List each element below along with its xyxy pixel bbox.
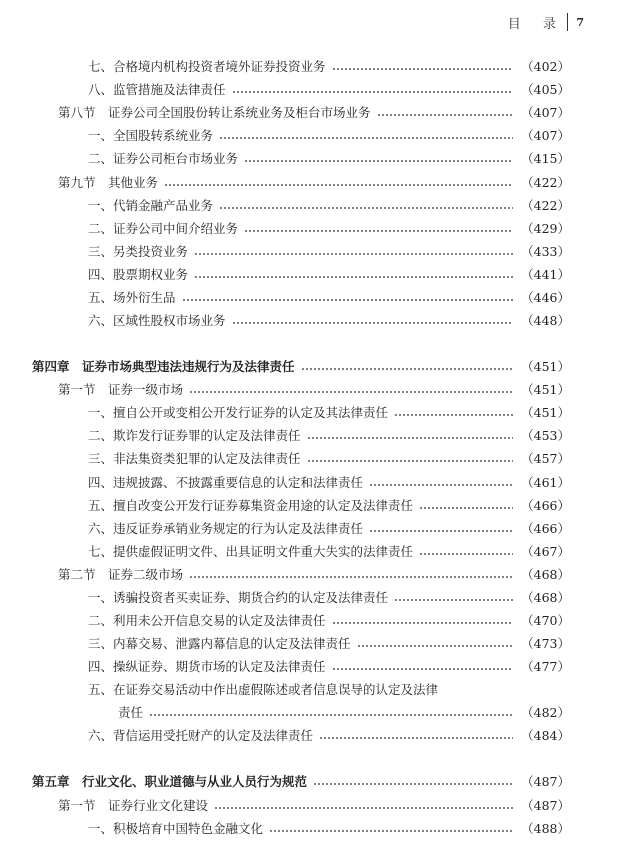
toc-entry-page: （467） [521,544,570,559]
toc-item-row[interactable] [88,518,570,538]
toc-item-row[interactable] [88,725,570,745]
header-page-number: 7 [576,15,584,29]
toc-item-row[interactable] [88,148,570,168]
dot-leader [332,668,514,670]
dot-leader [394,599,513,601]
toc-item-row[interactable] [88,656,570,676]
toc-entry-title: 五、在证券交易活动中作出虚假陈述或者信息误导的认定及法律 [88,682,439,697]
toc-entry-title: 责任 [118,705,144,720]
toc-item-row[interactable] [88,218,570,238]
toc-entry-page: （415） [521,151,570,166]
dot-leader [149,714,513,716]
toc-item-row[interactable] [88,56,570,76]
toc-entry-title: 第四章 证券市场典型违法违规行为及法律责任 [32,359,295,374]
dot-leader [194,253,513,255]
toc-entry-title: 八、监管措施及法律责任 [88,82,226,97]
toc-item-row[interactable] [88,195,570,215]
toc-item-row[interactable] [88,587,570,607]
dot-leader [307,460,514,462]
toc-item-row[interactable] [88,679,438,699]
toc-entry-title: 二、证券公司柜台市场业务 [88,151,239,166]
toc-entry-title: 三、另类投资业务 [88,244,189,259]
toc-entry-title: 六、违反证券承销业务规定的行为认定及法律责任 [88,521,364,536]
toc-entry-page: （470） [521,613,570,628]
dot-leader [269,830,513,832]
toc-item-row[interactable] [88,472,570,492]
toc-section-row[interactable] [58,379,570,399]
dot-leader [377,114,514,116]
toc-entry-title: 第二节 证券二级市场 [58,567,184,582]
header-title: 目 录 [507,16,565,32]
dot-leader [394,414,513,416]
toc-entry-page: （448） [521,313,570,328]
toc-entry-title: 一、全国股转系统业务 [88,128,214,143]
toc-entry-page: （488） [521,821,570,836]
toc-entry-title: 一、诱骗投资者买卖证券、期货合约的认定及法律责任 [88,590,389,605]
toc-entry-page: （482） [521,705,570,720]
dot-leader [214,807,513,809]
dot-leader [194,276,513,278]
toc-item-row[interactable] [88,310,570,330]
toc-entry-title: 三、非法集资类犯罪的认定及法律责任 [88,451,301,466]
toc-entry-page: （487） [521,798,570,813]
toc-entry-title: 三、内幕交易、泄露内幕信息的认定及法律责任 [88,636,351,651]
toc-section-row[interactable] [58,564,570,584]
toc-entry-page: （457） [521,451,570,466]
toc-item-row[interactable] [88,287,570,307]
dot-leader [219,207,513,209]
toc-entry-title: 四、股票期权业务 [88,267,189,282]
toc-item-row[interactable] [88,125,570,145]
toc-section-row[interactable] [58,102,570,122]
toc-entry-page: （433） [521,244,570,259]
toc-item-row[interactable] [88,264,570,284]
toc-entry-page: （484） [521,728,570,743]
toc-entry-page: （407） [521,128,570,143]
page-header [508,12,584,32]
toc-entry-page: （487） [521,774,570,789]
toc-entry-page: （451） [521,359,570,374]
toc-entry-page: （468） [521,590,570,605]
toc-entry-title: 四、操纵证券、期货市场的认定及法律责任 [88,659,326,674]
toc-entry-page: （446） [521,290,570,305]
toc-entry-page: （466） [521,498,570,513]
toc-entry-page: （451） [521,405,570,420]
toc-entry-page: （461） [521,475,570,490]
toc-entry-title: 第一节 证券一级市场 [58,382,184,397]
toc-chapter-row[interactable] [32,771,570,791]
dot-leader [244,160,513,162]
dot-leader [419,553,513,555]
header-divider [567,13,569,31]
toc-item-row[interactable] [118,702,570,722]
dot-leader [219,137,513,139]
toc-entry-title: 二、利用未公开信息交易的认定及法律责任 [88,613,326,628]
toc-entry-title: 七、提供虚假证明文件、出具证明文件重大失实的法律责任 [88,544,414,559]
toc-entry-title: 第九节 其他业务 [58,175,159,190]
toc-item-row[interactable] [88,633,570,653]
toc-entry-title: 五、擅自改变公开发行证券募集资金用途的认定及法律责任 [88,498,414,513]
toc-item-row[interactable] [88,402,570,422]
toc-entry-title: 一、代销金融产品业务 [88,198,214,213]
dot-leader [307,437,514,439]
dot-leader [332,68,514,70]
dot-leader [313,783,513,785]
toc-entry-page: （466） [521,521,570,536]
dot-leader [301,368,514,370]
dot-leader [189,391,513,393]
dot-leader [244,230,513,232]
toc-entry-page: （422） [521,175,570,190]
dot-leader [357,645,514,647]
toc-entry-title: 五、场外衍生品 [88,290,176,305]
dot-leader [232,91,514,93]
toc-item-row[interactable] [88,448,570,468]
dot-leader [189,576,513,578]
toc-entry-page: （422） [521,198,570,213]
toc-entry-page: （429） [521,221,570,236]
dot-leader [164,184,513,186]
toc-entry-title: 七、合格境内机构投资者境外证券投资业务 [88,59,326,74]
toc-entry-page: （407） [521,105,570,120]
toc-item-row[interactable] [88,610,570,630]
toc-item-row[interactable] [88,818,570,838]
toc-entry-page: （473） [521,636,570,651]
toc-entry-title: 六、区域性股权市场业务 [88,313,226,328]
toc-entry-page: （468） [521,567,570,582]
toc-item-row[interactable] [88,541,570,561]
dot-leader [369,484,513,486]
toc-entry-title: 二、欺诈发行证券罪的认定及法律责任 [88,428,301,443]
toc-entry-title: 第五章 行业文化、职业道德与从业人员行为规范 [32,774,308,789]
dot-leader [332,622,514,624]
toc-section-row[interactable] [58,795,570,815]
toc-entry-page: （453） [521,428,570,443]
toc-entry-title: 一、积极培育中国特色金融文化 [88,821,264,836]
dot-leader [419,507,513,509]
dot-leader [232,322,514,324]
toc-chapter-row[interactable] [32,356,570,376]
toc-item-row[interactable] [88,425,570,445]
toc-entry-page: （451） [521,382,570,397]
toc-item-row[interactable] [88,241,570,261]
toc-entry-title: 六、背信运用受托财产的认定及法律责任 [88,728,314,743]
toc-entry-page: （477） [521,659,570,674]
toc-entry-page: （402） [521,59,570,74]
toc-item-row[interactable] [88,495,570,515]
toc-entry-title: 四、违规披露、不披露重要信息的认定和法律责任 [88,475,364,490]
toc-entry-title: 第一节 证券行业文化建设 [58,798,209,813]
toc-entry-page: （405） [521,82,570,97]
toc-section-row[interactable] [58,172,570,192]
toc-entry-title: 二、证券公司中间介绍业务 [88,221,239,236]
dot-leader [182,299,514,301]
dot-leader [369,530,513,532]
toc-entry-title: 一、擅自公开或变相公开发行证券的认定及其法律责任 [88,405,389,420]
toc-entry-page: （441） [521,267,570,282]
dot-leader [319,737,513,739]
toc-item-row[interactable] [88,79,570,99]
toc-entry-title: 第八节 证券公司全国股份转让系统业务及柜台市场业务 [58,105,371,120]
